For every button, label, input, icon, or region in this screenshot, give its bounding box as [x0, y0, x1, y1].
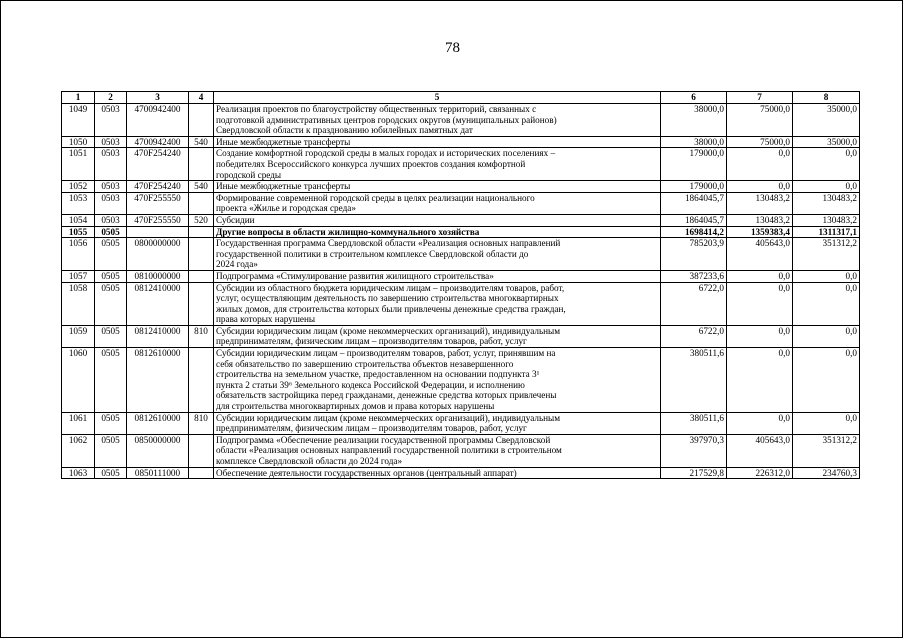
expense-type-code-cell	[189, 226, 214, 238]
section-code-cell: 0505	[95, 270, 127, 282]
description-line: Создание комфортной городской среды в малых городах и исторических поселениях –	[216, 148, 556, 159]
table-row	[62, 181, 860, 193]
table-row	[62, 348, 860, 413]
table-body	[62, 104, 860, 479]
description-line: Субсидии юридическим лицам (кроме некоммерческих организаций), индивидуальным	[216, 412, 561, 423]
amount-cell-col7: 0,0	[727, 325, 793, 347]
row-number-cell: 1056	[62, 238, 95, 271]
description-line: подготовкой административных центров городских округов (муниципальных районов)	[216, 114, 557, 125]
row-number-cell: 1061	[62, 412, 95, 434]
amount-cell-col7: 75000,0	[727, 136, 793, 148]
description-line: услуг, осуществляющим деятельность по завершению строительства многоквартирных	[216, 293, 559, 304]
amount-cell-col7: 226312,0	[727, 467, 793, 479]
amount-cell-col7: 0,0	[727, 148, 793, 181]
amount-cell-col8: 351312,2	[793, 434, 860, 467]
section-code-cell: 0505	[95, 348, 127, 413]
description-cell	[214, 467, 661, 479]
description-line: Субсидии	[216, 214, 255, 225]
description-line: комплексе Свердловской области до 2024 года»	[216, 456, 403, 466]
table-row	[62, 282, 860, 325]
section-code-cell: 0503	[95, 104, 127, 137]
target-item-code-cell: 470F254240	[127, 148, 189, 181]
amount-cell-col8: 351312,2	[793, 238, 860, 271]
row-number-cell: 1063	[62, 467, 95, 479]
section-code-cell: 0505	[95, 325, 127, 347]
description-line: Обеспечение деятельности государственных органов (центральный аппарат)	[216, 467, 517, 478]
section-code-cell: 0505	[95, 434, 127, 467]
amount-cell-col7: 0,0	[727, 181, 793, 193]
amount-cell-col6: 1698414,2	[661, 226, 727, 238]
description-cell	[214, 148, 661, 181]
column-header: 3	[127, 92, 189, 104]
expense-type-code-cell: 810	[189, 325, 214, 347]
column-header: 1	[62, 92, 95, 104]
amount-cell-col6: 217529,8	[661, 467, 727, 479]
expense-type-code-cell	[189, 104, 214, 137]
amount-cell-col7: 0,0	[727, 348, 793, 413]
table-row	[62, 226, 860, 238]
amount-cell-col8: 0,0	[793, 282, 860, 325]
row-number-cell: 1052	[62, 181, 95, 193]
target-item-code-cell: 0812610000	[127, 348, 189, 413]
description-cell	[214, 181, 661, 193]
description-cell	[214, 270, 661, 282]
amount-cell-col8: 0,0	[793, 148, 860, 181]
target-item-code-cell	[127, 226, 189, 238]
section-code-cell: 0503	[95, 192, 127, 214]
section-code-cell: 0503	[95, 136, 127, 148]
amount-cell-col6: 397970,3	[661, 434, 727, 467]
row-number-cell: 1055	[62, 226, 95, 238]
row-number-cell: 1053	[62, 192, 95, 214]
column-header: 7	[727, 92, 793, 104]
amount-cell-col6: 380511,6	[661, 348, 727, 413]
description-line: Иные межбюджетные трансферты	[216, 136, 351, 147]
amount-cell-col8: 35000,0	[793, 104, 860, 137]
row-number-cell: 1060	[62, 348, 95, 413]
amount-cell-col6: 38000,0	[661, 136, 727, 148]
row-number-cell: 1062	[62, 434, 95, 467]
row-number-cell: 1058	[62, 282, 95, 325]
description-line: предпринимателям, физическим лицам – производителям товаров, работ, услуг	[216, 423, 527, 434]
section-code-cell: 0505	[95, 282, 127, 325]
amount-cell-col7: 405643,0	[727, 238, 793, 271]
description-cell	[214, 348, 661, 413]
amount-cell-col6: 1864045,7	[661, 214, 727, 226]
table-row	[62, 136, 860, 148]
amount-cell-col6: 179000,0	[661, 181, 727, 193]
description-line: обязательств застройщика перед гражданами, денежные средства которых привлечены	[216, 390, 557, 401]
amount-cell-col8: 35000,0	[793, 136, 860, 148]
amount-cell-col8: 130483,2	[793, 214, 860, 226]
amount-cell-col8: 0,0	[793, 181, 860, 193]
amount-cell-col8: 0,0	[793, 325, 860, 347]
description-cell	[214, 214, 661, 226]
row-number-cell: 1051	[62, 148, 95, 181]
section-code-cell: 0505	[95, 226, 127, 238]
expense-type-code-cell: 520	[189, 214, 214, 226]
expense-type-code-cell: 540	[189, 181, 214, 193]
amount-cell-col6: 387233,6	[661, 270, 727, 282]
amount-cell-col7: 1359383,4	[727, 226, 793, 238]
description-line: Подпрограмма «Стимулирование развития жилищного строительства»	[216, 270, 494, 281]
amount-cell-col7: 0,0	[727, 270, 793, 282]
amount-cell-col7: 0,0	[727, 412, 793, 434]
description-line: области «Реализация основных направлений государственной политики в строительном	[216, 445, 562, 456]
amount-cell-col8: 0,0	[793, 270, 860, 282]
table-row	[62, 412, 860, 434]
expense-type-code-cell	[189, 238, 214, 271]
target-item-code-cell: 0850111000	[127, 467, 189, 479]
expense-type-code-cell	[189, 467, 214, 479]
budget-table	[61, 91, 860, 479]
description-line: проекта «Жилье и городская среда»	[216, 203, 356, 214]
table-row	[62, 325, 860, 347]
target-item-code-cell: 0800000000	[127, 238, 189, 271]
column-header: 8	[793, 92, 860, 104]
amount-cell-col6: 6722,0	[661, 282, 727, 325]
amount-cell-col6: 1864045,7	[661, 192, 727, 214]
amount-cell-col7: 130483,2	[727, 214, 793, 226]
table-row	[62, 238, 860, 271]
description-cell	[214, 434, 661, 467]
expense-type-code-cell	[189, 282, 214, 325]
amount-cell-col7: 0,0	[727, 282, 793, 325]
amount-cell-col6: 380511,6	[661, 412, 727, 434]
target-item-code-cell: 0810000000	[127, 270, 189, 282]
table-row	[62, 192, 860, 214]
description-cell	[214, 104, 661, 137]
amount-cell-col8: 1311317,1	[793, 226, 860, 238]
description-line: 2024 года»	[216, 259, 258, 270]
table-row	[62, 104, 860, 137]
amount-cell-col7: 405643,0	[727, 434, 793, 467]
section-code-cell: 0505	[95, 238, 127, 271]
amount-cell-col6: 6722,0	[661, 325, 727, 347]
target-item-code-cell: 470F255550	[127, 214, 189, 226]
description-line: победителях Всероссийского конкурса лучших проектов создания комфортной	[216, 158, 526, 169]
description-cell	[214, 192, 661, 214]
page-number: 78	[445, 40, 460, 56]
description-line: предпринимателям, физическим лицам – производителям товаров, работ, услуг	[216, 336, 527, 347]
description-line: городской среды	[216, 169, 282, 180]
description-line: себя обязательство по завершению строительства объектов незавершенного	[216, 358, 514, 369]
description-cell	[214, 325, 661, 347]
table-row	[62, 434, 860, 467]
amount-cell-col8: 130483,2	[793, 192, 860, 214]
target-item-code-cell: 470F255550	[127, 192, 189, 214]
section-code-cell: 0505	[95, 467, 127, 479]
expense-type-code-cell	[189, 348, 214, 413]
amount-cell-col8: 234760,3	[793, 467, 860, 479]
column-header: 2	[95, 92, 127, 104]
target-item-code-cell: 0812410000	[127, 325, 189, 347]
description-line: Государственная программа Свердловской области «Реализация основных направлений	[216, 238, 561, 249]
target-item-code-cell: 0812410000	[127, 282, 189, 325]
description-cell	[214, 226, 661, 238]
amount-cell-col6: 785203,9	[661, 238, 727, 271]
description-cell	[214, 282, 661, 325]
section-code-cell: 0503	[95, 148, 127, 181]
amount-cell-col6: 179000,0	[661, 148, 727, 181]
column-header: 6	[661, 92, 727, 104]
amount-cell-col7: 75000,0	[727, 104, 793, 137]
description-line: жилых домов, для строительства которых были привлечены денежные средства граждан,	[216, 303, 566, 314]
description-line: права которых нарушены	[216, 314, 316, 325]
row-number-cell: 1049	[62, 104, 95, 137]
section-code-cell: 0503	[95, 214, 127, 226]
column-header: 4	[189, 92, 214, 104]
description-cell	[214, 136, 661, 148]
description-line: Свердловской области к празднованию юбилейных памятных дат	[216, 125, 473, 136]
description-line: Субсидии из областного бюджета юридическим лицам – производителям товаров, работ,	[216, 282, 565, 293]
table-header-row	[62, 92, 860, 104]
expense-type-code-cell: 540	[189, 136, 214, 148]
row-number-cell: 1057	[62, 270, 95, 282]
description-line: Подпрограмма «Обеспечение реализации государственной программы Свердловской	[216, 434, 551, 445]
row-number-cell: 1059	[62, 325, 95, 347]
description-cell	[214, 238, 661, 271]
table-row	[62, 467, 860, 479]
section-code-cell: 0505	[95, 412, 127, 434]
row-number-cell: 1054	[62, 214, 95, 226]
amount-cell-col8: 0,0	[793, 412, 860, 434]
expense-type-code-cell	[189, 148, 214, 181]
table-row	[62, 214, 860, 226]
description-line: Субсидии юридическим лицам – производителям товаров, работ, услуг, принявшим на	[216, 348, 556, 359]
table-row	[62, 148, 860, 181]
amount-cell-col6: 38000,0	[661, 104, 727, 137]
amount-cell-col7: 130483,2	[727, 192, 793, 214]
target-item-code-cell: 4700942400	[127, 104, 189, 137]
description-line: пункта 2 статьи 39⁶ Земельного кодекса Российской Федерации, и исполнению	[216, 379, 525, 390]
description-line: Иные межбюджетные трансферты	[216, 181, 351, 192]
target-item-code-cell: 470F254240	[127, 181, 189, 193]
amount-cell-col8: 0,0	[793, 348, 860, 413]
target-item-code-cell: 4700942400	[127, 136, 189, 148]
expense-type-code-cell	[189, 192, 214, 214]
table-row	[62, 270, 860, 282]
description-line: строительства на земельном участке, предоставленном на основании подпункта 3¹	[216, 369, 540, 380]
expense-type-code-cell: 810	[189, 412, 214, 434]
target-item-code-cell: 0850000000	[127, 434, 189, 467]
description-line: Другие вопросы в области жилищно-коммунального хозяйства	[216, 226, 480, 237]
description-cell	[214, 412, 661, 434]
column-header: 5	[214, 92, 661, 104]
description-line: государственной политики в строительном комплексе Свердловской области до	[216, 248, 529, 259]
target-item-code-cell: 0812610000	[127, 412, 189, 434]
expense-type-code-cell	[189, 270, 214, 282]
description-line: для строительства многоквартирных домов и права которых нарушены	[216, 401, 495, 412]
row-number-cell: 1050	[62, 136, 95, 148]
section-code-cell: 0503	[95, 181, 127, 193]
expense-type-code-cell	[189, 434, 214, 467]
description-line: Субсидии юридическим лицам (кроме некоммерческих организаций), индивидуальным	[216, 325, 561, 336]
description-line: Формирование современной городской среды в целях реализации национального	[216, 192, 535, 203]
description-line: Реализация проектов по благоустройству общественных территорий, связанных с	[216, 104, 537, 114]
